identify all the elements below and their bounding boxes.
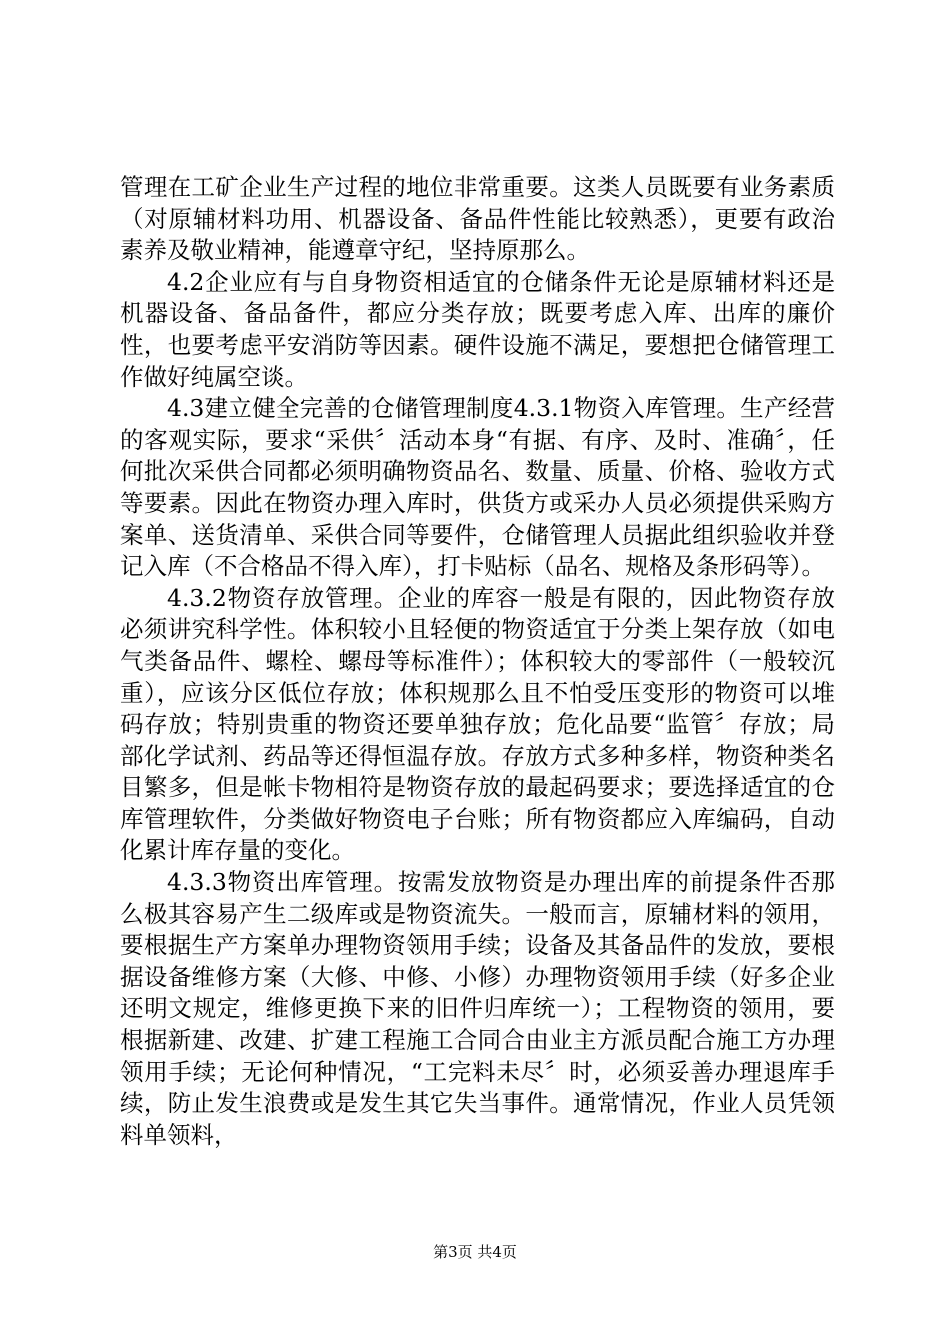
document-body (120, 172, 835, 1151)
page-footer: 第3页 共4页 (433, 1243, 517, 1261)
paragraph-4-2: 4.2企业应有与自身物资相适宜的仓储条件无论是原辅材料还是机器设备、备品备件，都应分类存放；既要考虑入库、出库的廉价性，也要考虑平安消防等因素。硬件设施不满足，要想把仓储管理工作做好纯属空谈。 (120, 267, 835, 391)
paragraph-4-3: 4.3建立健全完善的仓储管理制度4.3.1物资入库管理。生产经营的客观实际，要求“采供〞活动本身“有据、有序、及时、准确〞，任何批次采供合同都必须明确物资品名、数量、质量、价格、验收方式等要素。因此在物资办理入库时，供货方或采办人员必须提供采购方案单、送货清单、采供合同等要件，仓储管理人员据此组织验收并登记入库（不合格品不得入库），打卡贴标（品名、规格及条形码等）。 (120, 394, 835, 581)
paragraph-4-3-3: 4.3.3物资出库管理。按需发放物资是办理出库的前提条件否那么极其容易产生二级库或是物资流失。一般而言，原辅材料的领用，要根据生产方案单办理物资领用手续；设备及其备品件的发放，要根据设备维修方案（大修、中修、小修）办理物资领用手续（好多企业还明文规定，维修更换下来的旧件归库统一）；工程物资的领用，要根据新建、改建、扩建工程施工合同合由业主方派员配合施工方办理领用手续；无论何种情况，“工完料未尽〞时，必须妥善办理退库手续，防止发生浪费或是发生其它失当事件。通常情况，作业人员凭领料单领料， (120, 868, 835, 1149)
paragraph-4-3-2: 4.3.2物资存放管理。企业的库容一般是有限的，因此物资存放必须讲究科学性。体积较小且轻便的物资适宜于分类上架存放（如电气类备品件、螺栓、螺母等标准件）；体积较大的零部件（一般较沉重），应该分区低位存放；体积规那么且不怕受压变形的物资可以堆码存放；特别贵重的物资还要单独存放；危化品要“监管〞存放；局部化学试剂、药品等还得恒温存放。存放方式多种多样，物资种类名目繁多，但是帐卡物相符是物资存放的最起码要求；要选择适宜的仓库管理软件，分类做好物资电子台账；所有物资都应入库编码，自动化累计库存量的变化。 (120, 583, 835, 865)
paragraph-continuation: 管理在工矿企业生产过程的地位非常重要。这类人员既要有业务素质（对原辅材料功用、机器设备、备品件性能比较熟悉），更要有政治素养及敬业精神，能遵章守纪，坚持原那么。 (120, 173, 835, 265)
